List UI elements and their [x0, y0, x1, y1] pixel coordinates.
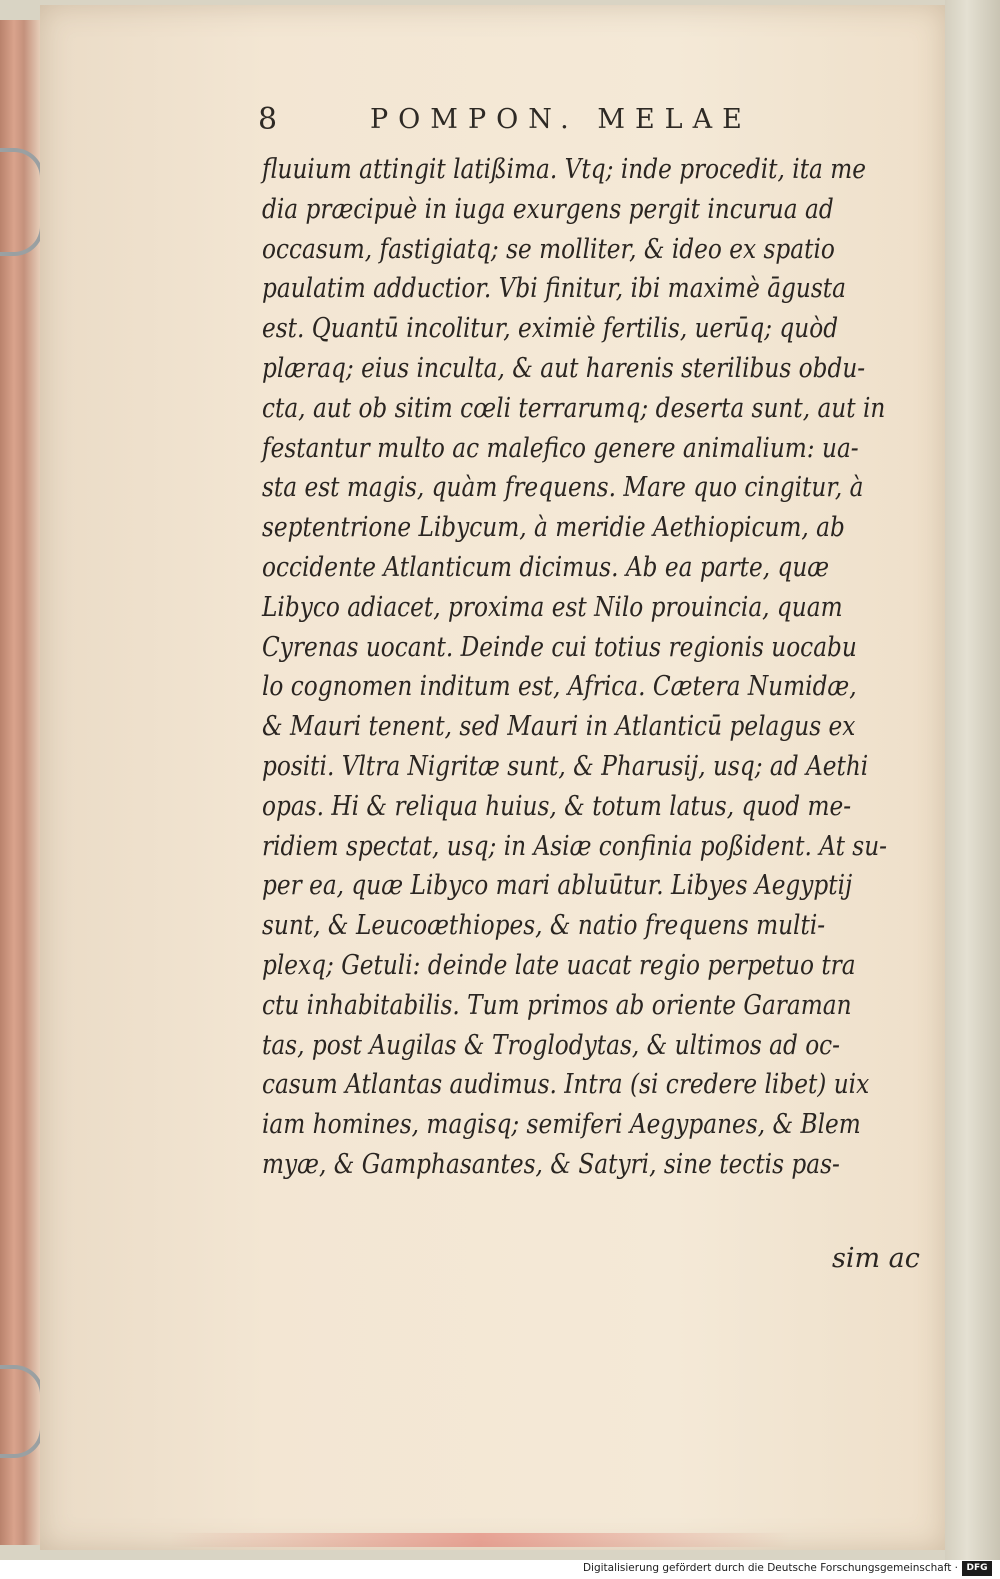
text-line: dia præcipuè in iuga exurgens pergit incurua ad — [262, 193, 834, 225]
text-line: Libyco adiacet, proxima est Nilo prouincia, quam — [262, 591, 843, 623]
text-line: est. Quantū incolitur, eximiè fertilis, uerūq; quòd — [262, 313, 839, 345]
text-line: sta est magis, quàm frequens. Mare quo cingitur, à — [262, 472, 864, 504]
text-line: occidente Atlanticum dicimus. Ab ea parte, quæ — [262, 551, 830, 583]
text-line: lo cognomen inditum est, Africa. Cætera Numidæ, — [262, 671, 857, 703]
text-line: septentrione Libycum, à meridie Aethiopicum, ab — [262, 512, 845, 544]
catchword: sim ac — [832, 1243, 920, 1274]
text-line: plexq; Getuli: deinde late uacat regio perpetuo tra — [262, 949, 856, 981]
text-line: per ea, quæ Libyco mari abluūtur. Libyes Aegyptij — [262, 870, 853, 902]
text-line: opas. Hi & reliqua huius, & totum latus, quod me- — [262, 790, 852, 822]
text-line: casum Atlantas audimus. Intra (si credere libet) uix — [262, 1069, 870, 1101]
text-line: occasum, fastigiatq; se molliter, & ideo ex spatio — [262, 233, 835, 265]
text-line: positi. Vltra Nigritæ sunt, & Pharusij, usq; ad Aethi — [262, 750, 869, 782]
text-line: sunt, & Leucoæthiopes, & natio frequens multi- — [262, 910, 826, 942]
text-line: myæ, & Gamphasantes, & Satyri, sine tectis pas- — [262, 1148, 840, 1180]
text-line: plæraq; eius inculta, & aut harenis sterilibus obdu- — [262, 352, 866, 384]
text-line: Cyrenas uocant. Deinde cui totius regionis uocabu — [262, 631, 857, 663]
bottom-stain — [170, 1533, 790, 1547]
text-line: iam homines, magisq; semiferi Aegypanes, & Blem — [262, 1109, 861, 1141]
text-line: ctu inhabitabilis. Tum primos ab oriente Garaman — [262, 989, 852, 1021]
text-line: paulatim adductior. Vbi finitur, ibi maximè āgusta — [262, 273, 846, 305]
text-line: & Mauri tenent, sed Mauri in Atlanticū pelagus ex — [262, 711, 856, 743]
dfg-logo: DFG — [962, 1561, 992, 1576]
clasp-bottom — [0, 1365, 44, 1458]
book-right-edge — [945, 0, 1000, 1560]
text-line: tas, post Augilas & Troglodytas, & ultimos ad oc- — [262, 1029, 841, 1061]
running-title: POMPON. MELAE — [370, 104, 752, 135]
page-number: 8 — [258, 102, 278, 137]
footer-credit: Digitalisierung gefördert durch die Deutsche Forschungsgemeinschaft · — [582, 1562, 958, 1574]
text-line: ridiem spectat, usq; in Asiæ confinia poßident. At su- — [262, 830, 888, 862]
running-head — [258, 102, 798, 142]
text-line: cta, aut ob sitim cœli terrarumq; deserta sunt, aut in — [262, 392, 886, 424]
text-line: festantur multo ac malefico genere animalium: ua- — [262, 432, 859, 464]
body-text — [262, 150, 922, 1185]
text-line: fluuium attingit latißima. Vtq; inde procedit, ita me — [262, 154, 867, 185]
clasp-top — [0, 148, 44, 256]
